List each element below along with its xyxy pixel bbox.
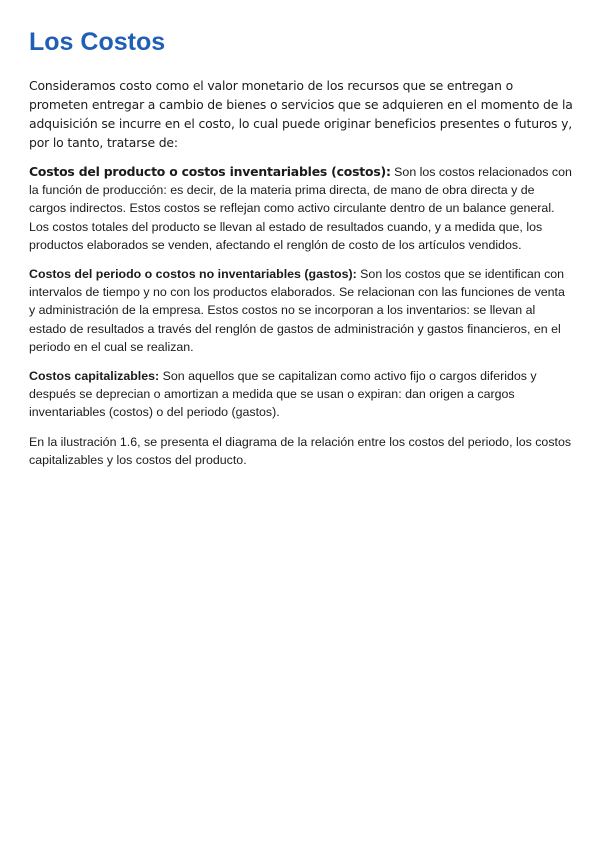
- section-body: Son aquellos que se capitalizan como activo fijo o cargos diferidos y después se deprecian o amortizan a medida que se usan o expiran: dan origen a cargos inventariables (costos) o del periodo (gastos).: [29, 369, 537, 420]
- page-title: Los Costos: [29, 28, 166, 56]
- section-product-costs: [29, 163, 574, 254]
- closing-paragraph: En la ilustración 1.6, se presenta el diagrama de la relación entre los costos del periodo, los costos capitalizables y los costos del producto.: [29, 434, 572, 467]
- section-body: Son los costos relacionados con la función de producción: es decir, de la materia prima directa, de mano de obra directa y de cargos indirectos. Estos costos se reflejan como activo circulante dentro de un balance general. Los costos totales del producto se llevan al estado de resultados cuando, y a medida que, los productos elaborados se venden, afectando el renglón de costo de los artículos vendidos.: [29, 165, 572, 252]
- section-body: Son los costos que se identifican con intervalos de tiempo y no con los productos elaborados. Se relacionan con las funciones de venta y administración de la empresa. Estos costos no se incorporan a los inventarios: se llevan al estado de resultados a través del renglón de gastos de administración y gastos financieros, en el periodo en el cual se realizan.: [29, 267, 565, 354]
- section-term: Costos del periodo o costos no inventariables (gastos):: [29, 267, 357, 282]
- document-page: [29, 26, 574, 480]
- section-period-costs: [29, 265, 574, 356]
- section-term: Costos del producto o costos inventariables (costos):: [29, 164, 391, 179]
- intro-paragraph: Consideramos costo como el valor monetario de los recursos que se entregan o prometen entregar a cambio de bienes o servicios que se adquieren en el momento de la adquisición se incurre en el costo, lo cual puede originar beneficios presentes o futuros y, por lo tanto, tratarse de:: [29, 78, 573, 150]
- section-capitalizable-costs: [29, 367, 574, 422]
- section-term: Costos capitalizables:: [29, 369, 160, 384]
